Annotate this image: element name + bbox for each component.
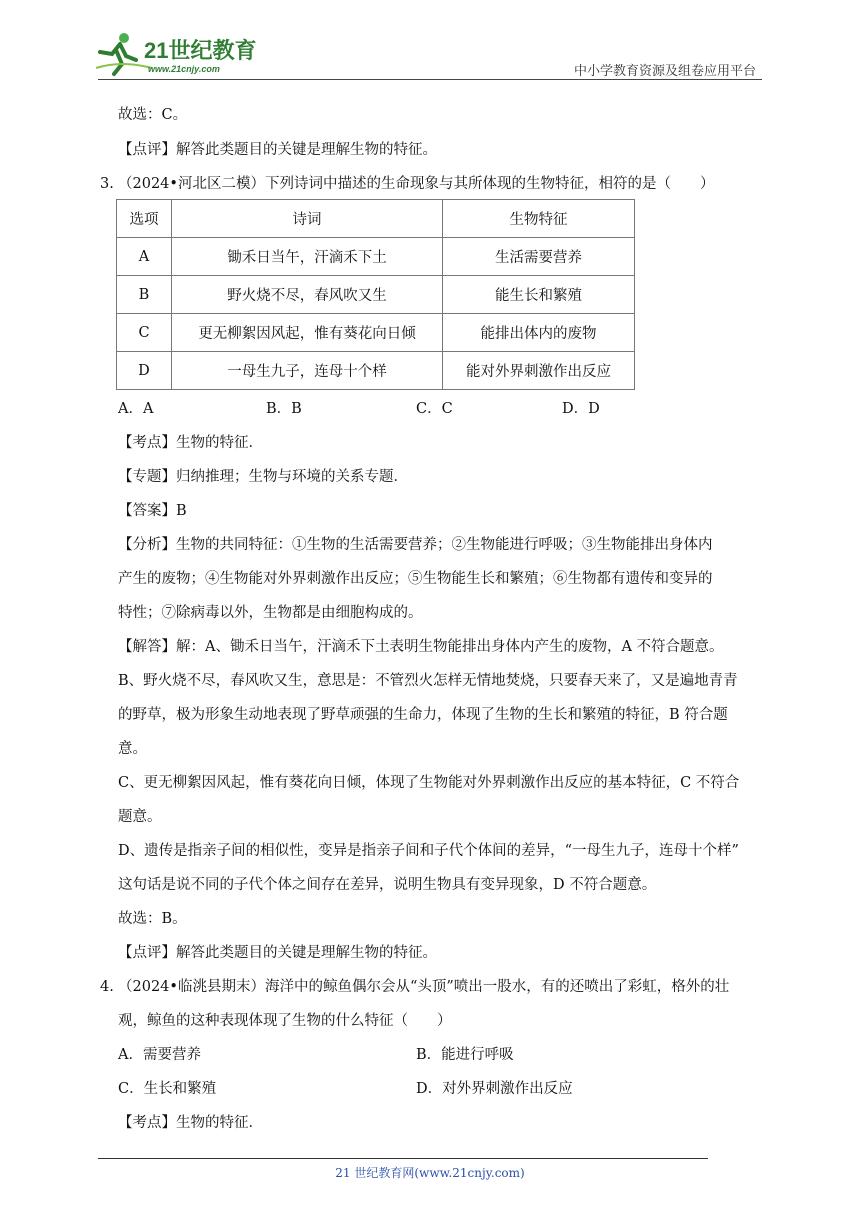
q3-analysis-line: 【分析】生物的共同特征：①生物的生活需要营养；②生物能进行呼吸；③生物能排出身体内 xyxy=(118,537,713,553)
q3-solution-line: 这句话是说不同的子代个体之间存在差异，说明生物具有变异现象，D 不符合题意。 xyxy=(118,877,657,893)
q4-number: 4. xyxy=(100,979,114,995)
q4-option-c: C．生长和繁殖 xyxy=(118,1081,217,1097)
table-cell: D xyxy=(117,352,172,390)
q3-solution-line: 的野草，极为形象生动地表现了野草顽强的生命力，体现了生物的生长和繁殖的特征，B 符合题 xyxy=(118,707,728,723)
site-logo xyxy=(92,30,262,78)
q3-option-b: B．B xyxy=(266,401,302,417)
q3-solution-line: B、野火烧不尽，春风吹又生，意思是：不管烈火怎样无情地焚烧，只要春天来了，又是遍地青青 xyxy=(118,673,738,689)
table-cell: 能生长和繁殖 xyxy=(443,276,635,314)
platform-name: 中小学教育资源及组卷应用平台 xyxy=(573,64,756,79)
table-cell: 能排出体内的废物 xyxy=(443,314,635,352)
q4-option-d: D．对外界刺激作出反应 xyxy=(416,1081,573,1097)
q3-answer: 【答案】B xyxy=(118,503,187,519)
q3-comment: 【点评】解答此类题目的关键是理解生物的特征。 xyxy=(118,945,437,961)
q4-option-b: B．能进行呼吸 xyxy=(416,1047,514,1063)
table-cell: 野火烧不尽，春风吹又生 xyxy=(172,276,443,314)
table-cell: 锄禾日当午，汗滴禾下土 xyxy=(172,238,443,276)
q3-solution-line: 题意。 xyxy=(118,809,162,825)
q3-table xyxy=(116,199,635,390)
table-cell: A xyxy=(117,238,172,276)
table-cell: 能对外界刺激作出反应 xyxy=(443,352,635,390)
q3-stem: （2024•河北区二模）下列诗词中描述的生命现象与其所体现的生物特征，相符的是（ ） xyxy=(118,176,715,192)
table-row xyxy=(117,276,635,314)
q4-kaodian: 【考点】生物的特征． xyxy=(118,1115,263,1131)
table-row xyxy=(117,314,635,352)
q3-analysis-line: 特性；⑦除病毒以外，生物都是由细胞构成的。 xyxy=(118,605,423,621)
q4-stem-line: （2024•临洮县期末）海洋中的鲸鱼偶尔会从“头顶”喷出一股水，有的还喷出了彩虹，格外的壮 xyxy=(118,979,730,995)
table-header-cell: 选项 xyxy=(117,200,172,238)
q3-solution-line: D、遗传是指亲子间的相似性，变异是指亲子间和子代个体间的差异，“一母生九子，连母十个样” xyxy=(118,843,739,859)
q2-comment: 【点评】解答此类题目的关键是理解生物的特征。 xyxy=(118,142,437,158)
svg-text:21世纪教育: 21世纪教育 xyxy=(144,38,257,63)
q3-solution-line: 【解答】解：A、锄禾日当午，汗滴禾下土表明生物能排出身体内产生的废物，A 不符合题意。 xyxy=(118,639,724,655)
svg-text:www.21cnjy.com: www.21cnjy.com xyxy=(148,64,220,74)
q4-stem-line: 观，鲸鱼的这种表现体现了生物的什么特征（ ） xyxy=(118,1013,452,1029)
q3-number: 3. xyxy=(100,176,114,192)
q2-answer-choice: 故选：C。 xyxy=(118,107,188,123)
q3-kaodian: 【考点】生物的特征． xyxy=(118,435,263,451)
q3-solution-line: 意。 xyxy=(118,741,147,757)
table-header-row xyxy=(117,200,635,238)
table-header-cell: 诗词 xyxy=(172,200,443,238)
table-cell: B xyxy=(117,276,172,314)
q3-solution-line: 故选：B。 xyxy=(118,911,187,927)
table-cell: 一母生九子，连母十个样 xyxy=(172,352,443,390)
table-row xyxy=(117,238,635,276)
q3-analysis-line: 产生的废物；④生物能对外界刺激作出反应；⑤生物能生长和繁殖；⑥生物都有遗传和变异的 xyxy=(118,571,713,587)
q3-option-d: D．D xyxy=(562,401,600,417)
table-cell: 更无柳絮因风起，惟有葵花向日倾 xyxy=(172,314,443,352)
footer-text: 21 世纪教育网(www.21cnjy.com) xyxy=(335,1166,525,1180)
table-cell: 生活需要营养 xyxy=(443,238,635,276)
q3-solution-line: C、更无柳絮因风起，惟有葵花向日倾，体现了生物能对外界刺激作出反应的基本特征，C 不符合 xyxy=(118,775,740,791)
table-row xyxy=(117,352,635,390)
q3-option-a: A．A xyxy=(118,401,154,417)
header-divider xyxy=(98,79,762,80)
q3-zhuanti: 【专题】归纳推理；生物与环境的关系专题． xyxy=(118,469,408,485)
table-cell: C xyxy=(117,314,172,352)
footer-divider xyxy=(98,1158,708,1159)
q3-option-c: C．C xyxy=(416,401,453,417)
table-header-cell: 生物特征 xyxy=(443,200,635,238)
q4-option-a: A．需要营养 xyxy=(118,1047,201,1063)
